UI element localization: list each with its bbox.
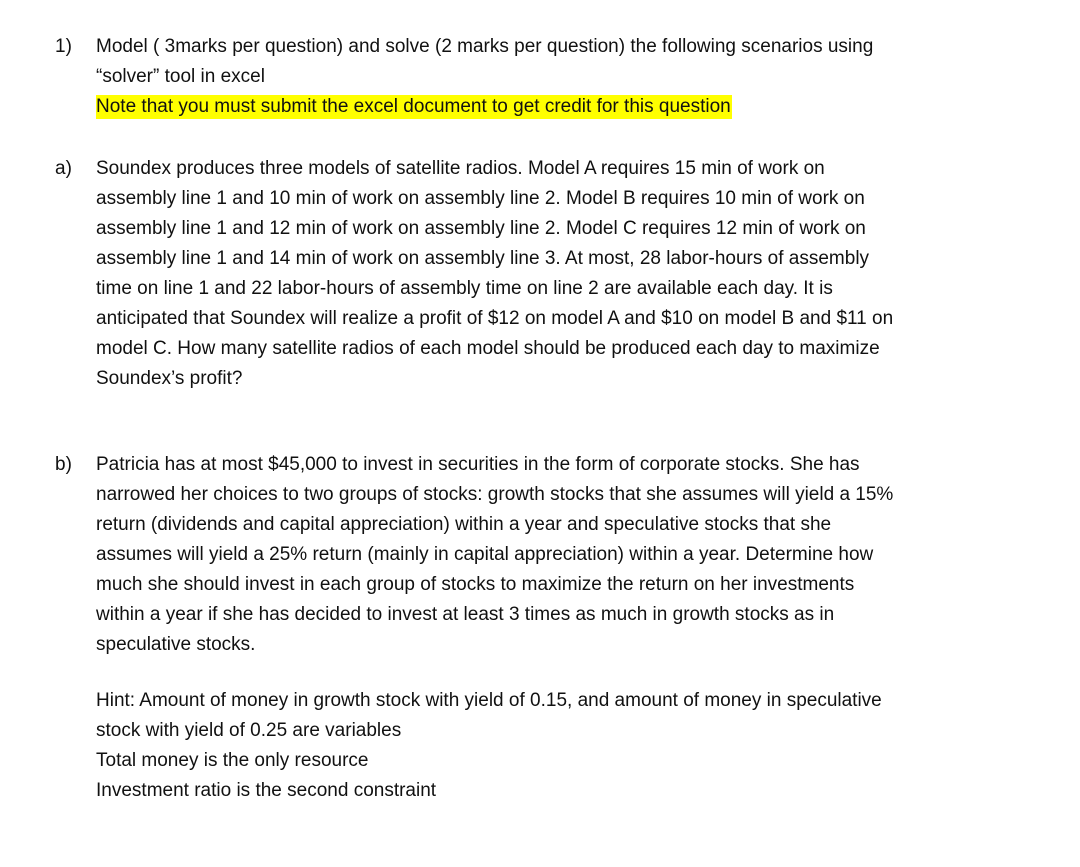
question-a-line: assembly line 1 and 12 min of work on assembly line 2. Model C requires 12 min of work on [96, 218, 866, 239]
hint-line: stock with yield of 0.25 are variables [96, 720, 402, 741]
hint-block [96, 686, 1046, 806]
question-a-line: assembly line 1 and 10 min of work on assembly line 2. Model B requires 10 min of work on [96, 188, 865, 209]
question-a-line: assembly line 1 and 14 min of work on assembly line 3. At most, 28 labor-hours of assembly [96, 248, 870, 269]
question-a-text [96, 154, 1046, 394]
hint-line: Total money is the only resource [96, 750, 369, 771]
question-1-line: Model ( 3marks per question) and solve (2 marks per question) the following scenarios using [96, 36, 874, 57]
question-b-line: return (dividends and capital appreciation) within a year and speculative stocks that she [96, 514, 832, 535]
question-a-line: anticipated that Soundex will realize a profit of $12 on model A and $10 on model B and $11 on [96, 308, 894, 329]
question-1-line: “solver” tool in excel [96, 66, 265, 87]
question-b-line: much she should invest in each group of stocks to maximize the return on her investments [96, 574, 855, 595]
question-a-line: Soundex’s profit? [96, 368, 243, 389]
question-a-line: model C. How many satellite radios of each model should be produced each day to maximize [96, 338, 880, 359]
highlighted-note: Note that you must submit the excel document to get credit for this question [96, 96, 731, 117]
hint-line: Investment ratio is the second constraint [96, 780, 437, 801]
question-b-line: speculative stocks. [96, 634, 256, 655]
question-a-marker: a) [55, 158, 72, 179]
question-b-marker: b) [55, 454, 72, 475]
highlighted-note-line [96, 92, 1046, 122]
question-b-line: narrowed her choices to two groups of stocks: growth stocks that she assumes will yield a 15% [96, 484, 894, 505]
question-b-line: Patricia has at most $45,000 to invest in securities in the form of corporate stocks. She has [96, 454, 860, 475]
question-b-line: within a year if she has decided to invest at least 3 times as much in growth stocks as in [96, 604, 835, 625]
question-b-text [96, 450, 1046, 660]
question-1-marker: 1) [55, 36, 72, 57]
question-b-line: assumes will yield a 25% return (mainly in capital appreciation) within a year. Determine how [96, 544, 874, 565]
question-a-line: time on line 1 and 22 labor-hours of assembly time on line 2 are available each day. It is [96, 278, 833, 299]
question-1-text [96, 32, 1046, 122]
question-a-line: Soundex produces three models of satellite radios. Model A requires 15 min of work on [96, 158, 825, 179]
hint-line: Hint: Amount of money in growth stock with yield of 0.15, and amount of money in speculative [96, 690, 882, 711]
